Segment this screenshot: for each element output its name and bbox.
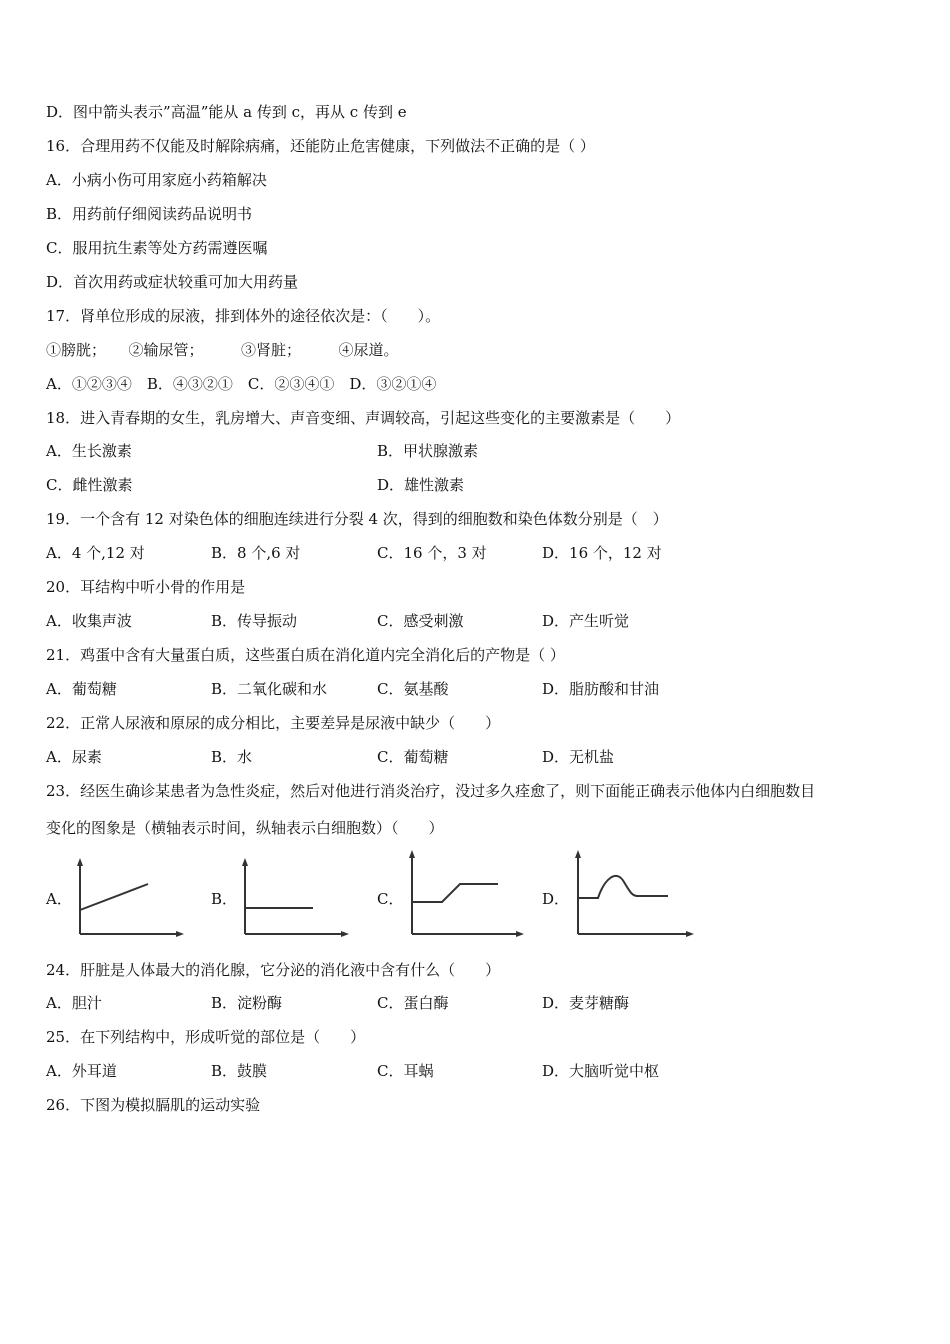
question-22: 22．正常人尿液和原尿的成分相比，主要差异是尿液中缺少（ ）	[46, 714, 501, 732]
q18-option-c: C．雌性激素	[46, 476, 133, 494]
q23-graph-a	[66, 852, 188, 942]
q20-option-b: B．传导振动	[211, 612, 298, 630]
question-26: 26．下图为模拟膈肌的运动实验	[46, 1096, 261, 1114]
q17-items: ①膀胱； ②输尿管； ③肾脏； ④尿道。	[46, 341, 399, 359]
q17-options: A．①②③④ B．④③②① C．②③④① D．③②①④	[46, 375, 437, 393]
q19-option-a: A．4 个,12 对	[46, 544, 145, 562]
q24-option-b: B．淀粉酶	[211, 994, 283, 1012]
q23-label-d: D．	[542, 890, 570, 908]
q18-option-a: A．生长激素	[46, 442, 132, 460]
q25-option-d: D．大脑听觉中枢	[542, 1062, 660, 1080]
q25-option-a: A．外耳道	[46, 1062, 117, 1080]
x-axis-arrow	[341, 931, 349, 937]
q24-option-a: A．胆汁	[46, 994, 102, 1012]
question-17: 17．肾单位形成的尿液，排到体外的途径依次是：（ ）。	[46, 307, 441, 325]
q23-graph-d	[564, 848, 698, 942]
q24-option-d: D．麦芽糖酶	[542, 994, 630, 1012]
q21-option-b: B．二氧化碳和水	[211, 680, 328, 698]
q23-label-a: A．	[46, 890, 72, 908]
q20-option-d: D．产生听觉	[542, 612, 630, 630]
q25-option-c: C．耳蜗	[377, 1062, 434, 1080]
q16-option-c: C．服用抗生素等处方药需遵医嘱	[46, 239, 268, 257]
q23-label-c: C．	[377, 890, 404, 908]
q20-option-c: C．感受刺激	[377, 612, 464, 630]
q20-option-a: A．收集声波	[46, 612, 132, 630]
q19-option-b: B．8 个,6 对	[211, 544, 301, 562]
q21-option-a: A．葡萄糖	[46, 680, 117, 698]
q23-label-b: B．	[211, 890, 238, 908]
q25-option-b: B．鼓膜	[211, 1062, 268, 1080]
q18-option-d: D．雄性激素	[377, 476, 465, 494]
q15-option-d: D．图中箭头表示”高温”能从 a 传到 c，再从 c 传到 e	[46, 103, 407, 121]
q22-option-b: B．水	[211, 748, 253, 766]
question-19: 19．一个含有 12 对染色体的细胞连续进行分裂 4 次，得到的细胞数和染色体数分别是（ ）	[46, 510, 668, 528]
x-axis-arrow	[176, 931, 184, 937]
rising-line	[80, 884, 148, 910]
question-23-line-1: 23．经医生确诊某患者为急性炎症，然后对他进行消炎治疗，没过多久痊愈了，则下面能正确表示他体内白细胞数目	[46, 782, 816, 800]
step-rise-line	[412, 884, 498, 902]
peak-then-level-line	[578, 876, 668, 898]
q22-option-c: C．葡萄糖	[377, 748, 449, 766]
q23-graph-b	[231, 852, 353, 942]
q18-option-b: B．甲状腺激素	[377, 442, 479, 460]
q21-option-d: D．脂肪酸和甘油	[542, 680, 660, 698]
q16-option-a: A．小病小伤可用家庭小药箱解决	[46, 171, 267, 189]
question-18: 18．进入青春期的女生，乳房增大、声音变细、声调较高，引起这些变化的主要激素是（ ）	[46, 409, 681, 427]
question-21: 21．鸡蛋中含有大量蛋白质，这些蛋白质在消化道内完全消化后的产物是（ ）	[46, 646, 565, 664]
q16-option-d: D．首次用药或症状较重可加大用药量	[46, 273, 299, 291]
q21-option-c: C．氨基酸	[377, 680, 449, 698]
q24-option-c: C．蛋白酶	[377, 994, 449, 1012]
question-24: 24．肝脏是人体最大的消化腺，它分泌的消化液中含有什么（ ）	[46, 961, 501, 979]
question-16: 16．合理用药不仅能及时解除病痛，还能防止危害健康，下列做法不正确的是（ ）	[46, 137, 595, 155]
question-25: 25．在下列结构中，形成听觉的部位是（ ）	[46, 1028, 366, 1046]
question-20: 20．耳结构中听小骨的作用是	[46, 578, 246, 596]
q16-option-b: B．用药前仔细阅读药品说明书	[46, 205, 253, 223]
question-23-line-2: 变化的图象是（横轴表示时间，纵轴表示白细胞数）（ ）	[46, 819, 444, 837]
q23-graph-c	[398, 848, 528, 942]
q19-option-d: D．16 个，12 对	[542, 544, 662, 562]
q22-option-d: D．无机盐	[542, 748, 615, 766]
q22-option-a: A．尿素	[46, 748, 102, 766]
x-axis-arrow	[516, 931, 524, 937]
q19-option-c: C．16 个，3 对	[377, 544, 487, 562]
x-axis-arrow	[686, 931, 694, 937]
